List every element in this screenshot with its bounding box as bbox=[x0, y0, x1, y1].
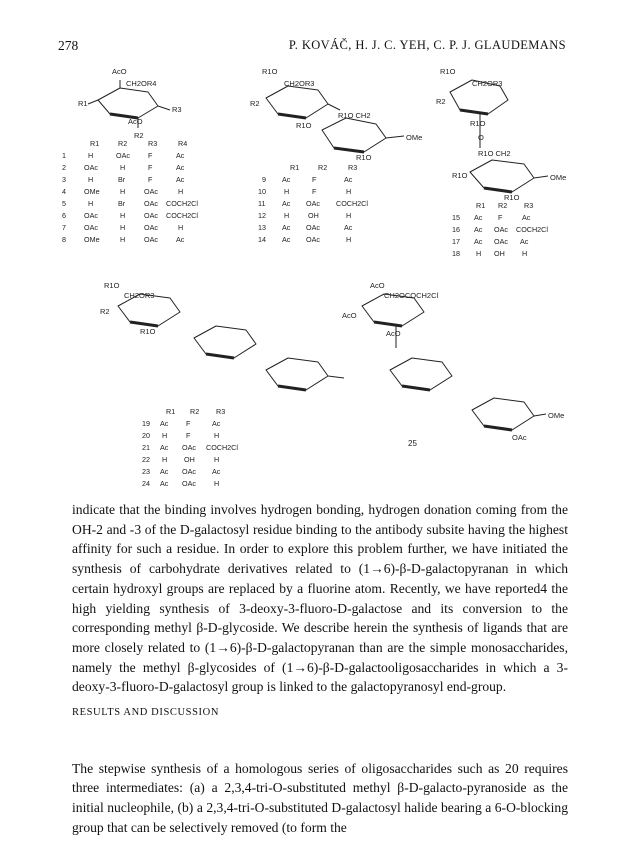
svg-text:H: H bbox=[162, 431, 168, 440]
svg-text:OAc: OAc bbox=[306, 223, 320, 232]
svg-text:3: 3 bbox=[62, 175, 66, 184]
svg-text:Ac: Ac bbox=[176, 175, 185, 184]
svg-text:18: 18 bbox=[452, 249, 460, 258]
svg-text:R4: R4 bbox=[178, 139, 188, 148]
s1-sub-label: R2 bbox=[134, 131, 144, 140]
svg-text:4: 4 bbox=[62, 187, 66, 196]
section-heading: RESULTS AND DISCUSSION bbox=[72, 707, 220, 718]
s3-top-label: R1O bbox=[440, 67, 456, 76]
svg-text:COCH2Cl: COCH2Cl bbox=[166, 211, 198, 220]
s5-left-label: AcO bbox=[342, 311, 357, 320]
svg-text:7: 7 bbox=[62, 223, 66, 232]
svg-text:21: 21 bbox=[142, 443, 150, 452]
svg-text:H: H bbox=[120, 223, 126, 232]
svg-text:Ac: Ac bbox=[176, 235, 185, 244]
svg-text:OAc: OAc bbox=[144, 199, 158, 208]
table-compounds-1-8 bbox=[62, 139, 198, 244]
svg-text:COCH2Cl: COCH2Cl bbox=[166, 199, 198, 208]
svg-text:R1: R1 bbox=[290, 163, 300, 172]
svg-text:13: 13 bbox=[258, 223, 266, 232]
svg-text:F: F bbox=[498, 213, 503, 222]
svg-text:Ac: Ac bbox=[522, 213, 531, 222]
svg-text:R1: R1 bbox=[476, 201, 486, 210]
svg-text:H: H bbox=[522, 249, 528, 258]
svg-text:OAc: OAc bbox=[84, 223, 98, 232]
svg-text:OAc: OAc bbox=[306, 235, 320, 244]
svg-text:23: 23 bbox=[142, 467, 150, 476]
svg-text:H: H bbox=[178, 187, 184, 196]
svg-text:15: 15 bbox=[452, 213, 460, 222]
svg-text:5: 5 bbox=[62, 199, 66, 208]
svg-text:20: 20 bbox=[142, 431, 150, 440]
svg-text:24: 24 bbox=[142, 479, 150, 488]
svg-text:Ac: Ac bbox=[160, 467, 169, 476]
svg-text:Ac: Ac bbox=[282, 223, 291, 232]
svg-text:F: F bbox=[148, 163, 153, 172]
svg-text:R1: R1 bbox=[90, 139, 100, 148]
body-text bbox=[72, 500, 568, 697]
svg-text:H: H bbox=[284, 187, 290, 196]
s1-bottom-label: AcO bbox=[128, 117, 143, 126]
svg-text:11: 11 bbox=[258, 199, 266, 208]
s2-ring2-label: R1O CH2 bbox=[338, 111, 371, 120]
svg-text:F: F bbox=[186, 431, 191, 440]
svg-text:R1: R1 bbox=[166, 407, 176, 416]
s2-ome-label: OMe bbox=[406, 133, 423, 142]
svg-text:Ac: Ac bbox=[212, 467, 221, 476]
svg-text:OAc: OAc bbox=[182, 479, 196, 488]
svg-text:17: 17 bbox=[452, 237, 460, 246]
s5-oac-label: OAc bbox=[512, 433, 527, 442]
svg-text:OH: OH bbox=[308, 211, 319, 220]
svg-text:Ac: Ac bbox=[282, 199, 291, 208]
svg-text:16: 16 bbox=[452, 225, 460, 234]
svg-text:Br: Br bbox=[118, 175, 126, 184]
svg-text:H: H bbox=[214, 455, 220, 464]
s3-o-label: O bbox=[478, 133, 484, 142]
svg-text:H: H bbox=[214, 479, 220, 488]
svg-text:COCH2Cl: COCH2Cl bbox=[336, 199, 368, 208]
s4-ro-label: R1O bbox=[140, 327, 156, 336]
svg-text:OH: OH bbox=[184, 455, 195, 464]
svg-text:OAc: OAc bbox=[84, 211, 98, 220]
svg-text:OH: OH bbox=[494, 249, 505, 258]
svg-text:2: 2 bbox=[62, 163, 66, 172]
s5-aco-label: AcO bbox=[386, 329, 401, 338]
pyranose-ring-4c bbox=[266, 358, 344, 390]
svg-text:9: 9 bbox=[262, 175, 266, 184]
svg-text:Ac: Ac bbox=[474, 237, 483, 246]
svg-text:H: H bbox=[346, 211, 352, 220]
s3-ro2-label: R1O bbox=[504, 193, 520, 202]
svg-text:H: H bbox=[346, 187, 352, 196]
s4-left-label: R2 bbox=[100, 307, 110, 316]
svg-text:OAc: OAc bbox=[144, 223, 158, 232]
svg-text:R2: R2 bbox=[498, 201, 508, 210]
svg-text:OAc: OAc bbox=[144, 235, 158, 244]
s5-ome-label: OMe bbox=[548, 411, 565, 420]
s4-top-label: R1O bbox=[104, 281, 120, 290]
paragraph-2: The stepwise synthesis of a homologous series of oligosaccharides such as 20 requires three intermediates: (a) a 2,3,4-tri-O-substituted methyl β-D-galacto-pyranoside as the initial nucleophile, (b) a 2,3,4-tri-O-substituted D-galactosyl halide bearing a 6-O-blocking group that can be selectively removed (to form the bbox=[72, 760, 568, 835]
svg-text:H: H bbox=[214, 431, 220, 440]
body-text-2 bbox=[72, 745, 568, 851]
svg-text:H: H bbox=[120, 163, 126, 172]
s1-left-label: R1 bbox=[78, 99, 88, 108]
svg-text:1: 1 bbox=[62, 151, 66, 160]
table-compounds-15-18 bbox=[452, 201, 548, 258]
svg-text:Ac: Ac bbox=[520, 237, 529, 246]
pyranose-ring-3b bbox=[470, 160, 548, 192]
svg-text:OAc: OAc bbox=[182, 443, 196, 452]
pyranose-ring-5c bbox=[472, 398, 546, 430]
s3-left-label: R2 bbox=[436, 97, 446, 106]
svg-text:F: F bbox=[148, 151, 153, 160]
s3-ring-label: CH2OR3 bbox=[472, 79, 503, 88]
svg-text:R2: R2 bbox=[190, 407, 200, 416]
s1-right-label: R3 bbox=[172, 105, 182, 114]
paragraph-1: indicate that the binding involves hydrogen bonding, hydrogen donation coming from the OH-2 and -3 of the D-galactosyl residue binding to the antibody subsite having the highest affinity for such a residue. In order to explore this problem further, we have initiated the synthesis of carbohydrate derivatives related to (1→6)-β-D-galactopyranan in which certain hydroxyl groups are replaced by a fluorine atom. Recently, we have reported4 the high yielding synthesis of 3-deoxy-3-fluoro-D-galactose and its conversion to the corresponding methyl β-D-glycoside. We describe herein the synthesis of ligands that are more closely related to (1→6)-β-D-galactopyranan than are the simple monosaccharides, namely the methyl β-glycosides of (1→6)-β-D-galactooligosaccharides in which a 3-deoxy-3-fluoro-D-galactosyl group is linked to the galactopyranosyl end-group. bbox=[72, 502, 568, 695]
svg-text:H: H bbox=[178, 223, 184, 232]
svg-text:OAc: OAc bbox=[144, 187, 158, 196]
s2-ring-label: CH2OR3 bbox=[284, 79, 315, 88]
svg-text:F: F bbox=[312, 175, 317, 184]
svg-text:19: 19 bbox=[142, 419, 150, 428]
svg-text:OAc: OAc bbox=[494, 225, 508, 234]
table-compounds-19-24 bbox=[142, 407, 238, 488]
pyranose-ring-2a bbox=[266, 86, 340, 118]
svg-text:F: F bbox=[312, 187, 317, 196]
svg-text:OAc: OAc bbox=[84, 163, 98, 172]
svg-text:OMe: OMe bbox=[84, 187, 100, 196]
svg-text:H: H bbox=[120, 187, 126, 196]
svg-text:H: H bbox=[162, 455, 168, 464]
svg-text:OMe: OMe bbox=[84, 235, 100, 244]
svg-text:R3: R3 bbox=[148, 139, 158, 148]
svg-text:OAc: OAc bbox=[306, 199, 320, 208]
svg-text:H: H bbox=[476, 249, 482, 258]
s3-ro-label: R1O bbox=[452, 171, 468, 180]
s2-ro-label: R1O bbox=[356, 153, 372, 162]
svg-text:Ac: Ac bbox=[212, 419, 221, 428]
pyranose-ring-2b bbox=[322, 118, 404, 152]
svg-text:Ac: Ac bbox=[282, 235, 291, 244]
svg-text:Ac: Ac bbox=[474, 213, 483, 222]
svg-text:OAc: OAc bbox=[144, 211, 158, 220]
svg-text:8: 8 bbox=[62, 235, 66, 244]
svg-text:R3: R3 bbox=[348, 163, 358, 172]
svg-text:F: F bbox=[186, 419, 191, 428]
svg-text:10: 10 bbox=[258, 187, 266, 196]
svg-text:H: H bbox=[346, 235, 352, 244]
svg-text:R3: R3 bbox=[524, 201, 534, 210]
svg-text:COCH2Cl: COCH2Cl bbox=[206, 443, 238, 452]
s1-ring-label: CH2OR4 bbox=[126, 79, 157, 88]
svg-text:OAc: OAc bbox=[116, 151, 130, 160]
s5-ring-label: CH2OCOCH2Cl bbox=[384, 291, 439, 300]
svg-text:Ac: Ac bbox=[160, 419, 169, 428]
s1-top-label: AcO bbox=[112, 67, 127, 76]
svg-text:H: H bbox=[88, 199, 94, 208]
s2-left-label: R2 bbox=[250, 99, 260, 108]
svg-text:Ac: Ac bbox=[176, 151, 185, 160]
svg-text:OAc: OAc bbox=[182, 467, 196, 476]
svg-text:OAc: OAc bbox=[494, 237, 508, 246]
s5-top-label: AcO bbox=[370, 281, 385, 290]
svg-text:R3: R3 bbox=[216, 407, 226, 416]
svg-text:H: H bbox=[88, 151, 94, 160]
svg-text:R2: R2 bbox=[318, 163, 328, 172]
svg-text:Ac: Ac bbox=[160, 443, 169, 452]
s4-ring-label: CH2OR3 bbox=[124, 291, 155, 300]
svg-text:Ac: Ac bbox=[160, 479, 169, 488]
svg-text:14: 14 bbox=[258, 235, 266, 244]
svg-text:H: H bbox=[88, 175, 94, 184]
page-number: 278 bbox=[58, 38, 79, 53]
svg-text:22: 22 bbox=[142, 455, 150, 464]
svg-text:12: 12 bbox=[258, 211, 266, 220]
svg-text:Ac: Ac bbox=[474, 225, 483, 234]
s2-top-label: R1O bbox=[262, 67, 278, 76]
svg-text:Ac: Ac bbox=[176, 163, 185, 172]
running-authors: P. KOVÁČ, H. J. C. YEH, C. P. J. GLAUDEMANS bbox=[288, 38, 566, 52]
s2-lower-label: R1O bbox=[296, 121, 312, 130]
pyranose-ring-5a bbox=[362, 294, 424, 348]
s3-lower-label: R1O bbox=[470, 119, 486, 128]
svg-text:Ac: Ac bbox=[344, 223, 353, 232]
pyranose-ring-4b bbox=[194, 326, 256, 358]
svg-text:Ac: Ac bbox=[282, 175, 291, 184]
svg-text:COCH2Cl: COCH2Cl bbox=[516, 225, 548, 234]
svg-text:F: F bbox=[148, 175, 153, 184]
svg-text:Ac: Ac bbox=[344, 175, 353, 184]
s3-ome-label: OMe bbox=[550, 173, 567, 182]
table-compounds-9-14 bbox=[258, 163, 368, 244]
svg-text:H: H bbox=[120, 235, 126, 244]
svg-text:R2: R2 bbox=[118, 139, 128, 148]
pyranose-ring-5b bbox=[390, 358, 452, 390]
s3-ring2-label: R1O CH2 bbox=[478, 149, 511, 158]
svg-text:H: H bbox=[120, 211, 126, 220]
svg-text:6: 6 bbox=[62, 211, 66, 220]
compound-25-label: 25 bbox=[408, 439, 417, 448]
svg-text:Br: Br bbox=[118, 199, 126, 208]
svg-text:H: H bbox=[284, 211, 290, 220]
